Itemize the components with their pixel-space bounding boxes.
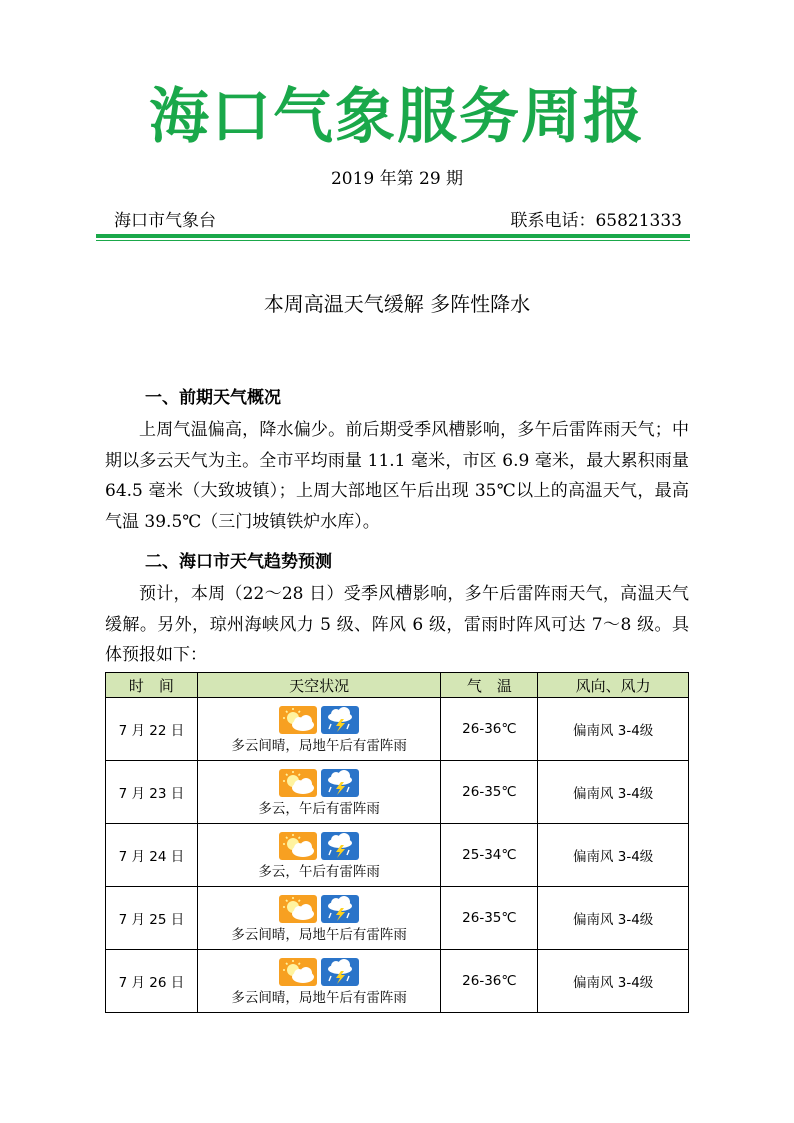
sky-description: 多云间晴，局地午后有雷阵雨 <box>231 989 407 1006</box>
sky-cell <box>197 761 441 824</box>
section-heading-forecast: 二、海口市天气趋势预测 <box>145 552 332 572</box>
thunderstorm-icon <box>321 769 359 797</box>
wind-cell: 偏南风 3-4级 <box>538 698 689 761</box>
sky-cell <box>197 887 441 950</box>
table-row <box>106 950 689 1013</box>
section-text-forecast: 预计，本周（22～28 日）受季风槽影响，多午后雷阵雨天气，高温天气缓解。另外，琼州海峡风力 5 级、阵风 6 级，雷雨时阵风可达 7～8 级。具体预报如下： <box>105 584 689 665</box>
wind-cell: 偏南风 3-4级 <box>538 824 689 887</box>
thunderstorm-icon <box>321 832 359 860</box>
date-cell: 7 月 23 日 <box>106 761 198 824</box>
weather-icons <box>198 769 441 797</box>
partly-cloudy-icon <box>279 706 317 734</box>
sky-cell <box>197 824 441 887</box>
weather-icons <box>198 706 441 734</box>
header-divider-thick <box>96 234 690 238</box>
table-header-row <box>106 673 689 698</box>
table-row <box>106 824 689 887</box>
column-header-temperature: 气 温 <box>441 673 538 698</box>
sky-description: 多云间晴，局地午后有雷阵雨 <box>231 926 407 943</box>
thunderstorm-icon <box>321 958 359 986</box>
section-text-overview: 上周气温偏高，降水偏少。前后期受季风槽影响，多午后雷阵雨天气；中期以多云天气为主。全市平均雨量 11.1 毫米，市区 6.9 毫米，最大累积雨量 64.5 毫米（大致坡镇）；上周大部地区午后出现 35℃以上的高温天气，最高气温 39.5℃（三门坡镇铁炉水库）。 <box>105 420 689 532</box>
table-row <box>106 887 689 950</box>
wind-cell: 偏南风 3-4级 <box>538 950 689 1013</box>
wind-cell: 偏南风 3-4级 <box>538 887 689 950</box>
organization-name: 海口市气象台 <box>114 211 216 231</box>
header-divider-thin <box>96 240 690 241</box>
weather-icons <box>198 832 441 860</box>
temperature-cell: 26-36℃ <box>441 950 538 1013</box>
report-title: 海口气象服务周报 <box>149 82 645 152</box>
weather-icons <box>198 895 441 923</box>
column-header-wind: 风向、风力 <box>538 673 689 698</box>
sky-description: 多云，午后有雷阵雨 <box>258 863 380 880</box>
sky-cell <box>197 950 441 1013</box>
wind-cell: 偏南风 3-4级 <box>538 761 689 824</box>
temperature-cell: 26-35℃ <box>441 887 538 950</box>
thunderstorm-icon <box>321 706 359 734</box>
column-header-time: 时 间 <box>106 673 198 698</box>
date-cell: 7 月 24 日 <box>106 824 198 887</box>
column-header-sky: 天空状况 <box>197 673 441 698</box>
weather-icons <box>198 958 441 986</box>
thunderstorm-icon <box>321 895 359 923</box>
sky-description: 多云，午后有雷阵雨 <box>258 800 380 817</box>
date-cell: 7 月 26 日 <box>106 950 198 1013</box>
partly-cloudy-icon <box>279 958 317 986</box>
date-cell: 7 月 22 日 <box>106 698 198 761</box>
partly-cloudy-icon <box>279 769 317 797</box>
table-row <box>106 761 689 824</box>
temperature-cell: 26-35℃ <box>441 761 538 824</box>
headline: 本周高温天气缓解 多阵性降水 <box>263 292 531 316</box>
sky-description: 多云间晴，局地午后有雷阵雨 <box>231 737 407 754</box>
issue-number: 2019 年第 29 期 <box>330 169 464 189</box>
section-heading-overview: 一、前期天气概况 <box>145 388 281 408</box>
sky-cell <box>197 698 441 761</box>
temperature-cell: 25-34℃ <box>441 824 538 887</box>
partly-cloudy-icon <box>279 895 317 923</box>
contact-phone: 联系电话：65821333 <box>510 211 682 231</box>
date-cell: 7 月 25 日 <box>106 887 198 950</box>
table-row <box>106 698 689 761</box>
forecast-table <box>105 672 689 1013</box>
temperature-cell: 26-36℃ <box>441 698 538 761</box>
partly-cloudy-icon <box>279 832 317 860</box>
